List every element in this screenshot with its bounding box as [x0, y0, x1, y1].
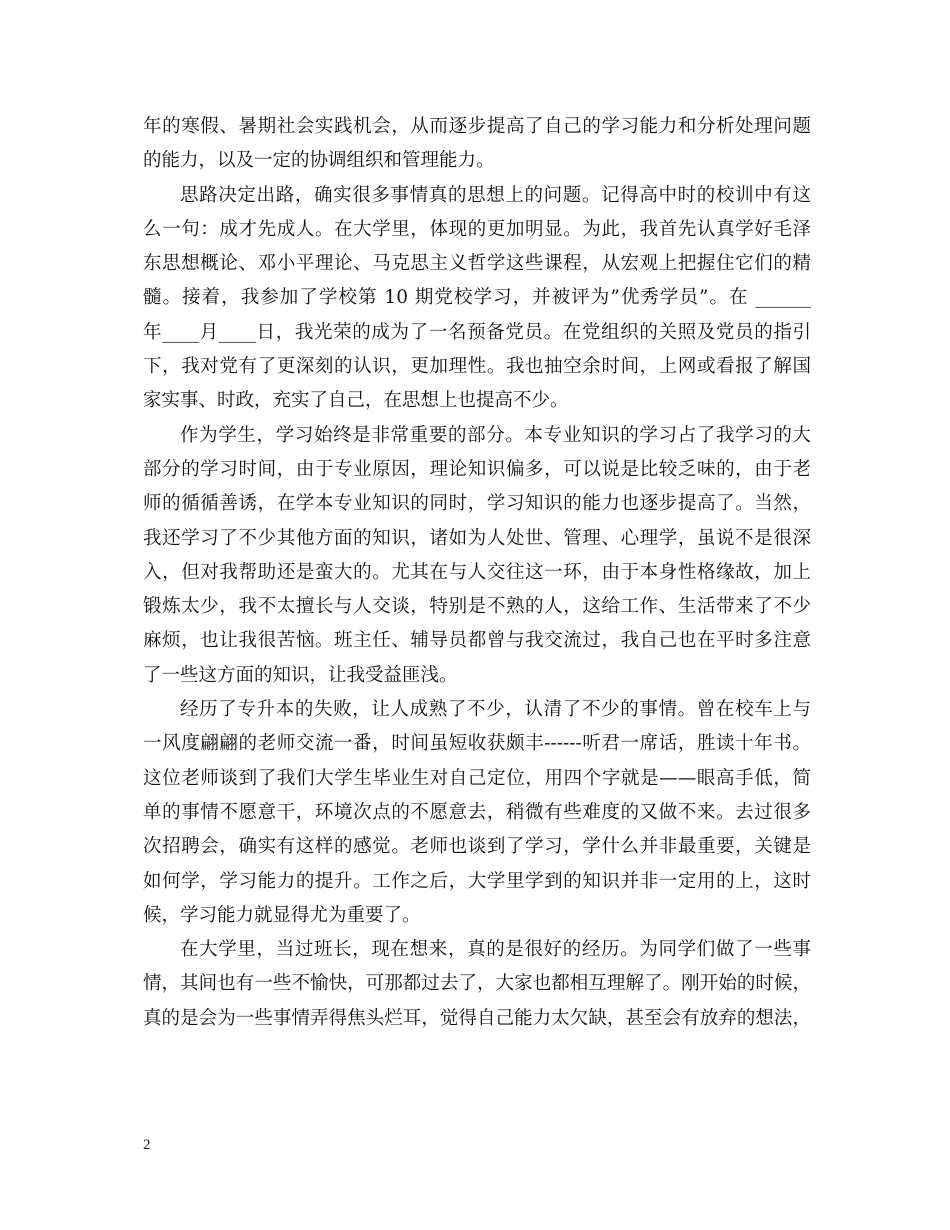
- text-line: 家实事、时政，充实了自己，在思想上也提高不少。: [143, 390, 569, 412]
- text-line: 我还学习了不少其他方面的知识，诸如为人处世、管理、心理学，虽说不是很深: [143, 527, 811, 549]
- text-line: 如何学，学习能力的提升。工作之后，大学里学到的知识并非一定用的上，这时: [143, 870, 811, 892]
- text-line: 真的是会为一些事情弄得焦头烂耳，觉得自己能力太欠缺，甚至会有放弃的想法，: [143, 1007, 811, 1029]
- text-line: 师的循循善诱，在学本专业知识的同时，学习知识的能力也逐步提高了。当然，: [143, 493, 811, 515]
- text-line: 麻烦，也让我很苦恼。班主任、辅导员都曾与我交流过，我自己也在平时多注意: [143, 630, 811, 652]
- text-line: 了一些这方面的知识，让我受益匪浅。: [143, 664, 458, 686]
- text-line: 单的事情不愿意干，环境次点的不愿意去，稍微有些难度的又做不来。去过很多: [143, 801, 811, 823]
- text-line: 年____月____日，我光荣的成为了一名预备党员。在党组织的关照及党员的指引: [143, 321, 811, 343]
- text-line: 年的寒假、暑期社会实践机会，从而逐步提高了自己的学习能力和分析处理问题: [143, 116, 811, 137]
- text-line: 部分的学习时间，由于专业原因，理论知识偏多，可以说是比较乏味的，由于老: [143, 458, 811, 480]
- paragraph: [143, 933, 811, 1036]
- text-line: 经历了专升本的失败，让人成熟了不少，认清了不少的事情。曾在校车上与: [180, 699, 811, 721]
- paragraph: [143, 693, 811, 933]
- text-line: 一风度翩翩的老师交流一番，时间虽短收获颇丰------听君一席话，胜读十年书。: [143, 733, 811, 755]
- text-line: 入，但对我帮助还是蛮大的。尤其在与人交往这一环，由于本身性格缘故，加上: [143, 561, 811, 583]
- text-line: 么一句：成才先成人。在大学里，体现的更加明显。为此，我首先认真学好毛泽: [143, 218, 811, 240]
- paragraph: [143, 110, 811, 179]
- text-line: 次招聘会，确实有这样的感觉。老师也谈到了学习，学什么并非最重要，关键是: [143, 836, 811, 858]
- paragraph: [143, 179, 811, 419]
- text-line: 在大学里，当过班长，现在想来，真的是很好的经历。为同学们做了一些事: [180, 939, 811, 961]
- text-line: 思路决定出路，确实很多事情真的思想上的问题。记得高中时的校训中有这: [180, 184, 811, 206]
- text-line: 情，其间也有一些不愉快，可那都过去了，大家也都相互理解了。刚开始的时候，: [143, 973, 811, 995]
- paragraph: [143, 419, 811, 693]
- text-line: 锻炼太少，我不太擅长与人交谈，特别是不熟的人，这给工作、生活带来了不少: [143, 596, 811, 618]
- text-line: 候，学习能力就显得尤为重要了。: [143, 904, 421, 926]
- text-line: 这位老师谈到了我们大学生毕业生对自己定位，用四个字就是——眼高手低，简: [143, 767, 811, 789]
- body-text: [143, 110, 811, 1036]
- text-line: 东思想概论、邓小平理论、马克思主义哲学这些课程，从宏观上把握住它们的精: [143, 253, 811, 275]
- text-line: 作为学生，学习始终是非常重要的部分。本专业知识的学习占了我学习的大: [180, 424, 811, 446]
- page-number: 2: [143, 1137, 151, 1153]
- text-line: 髓。接着，我参加了学校第 10 期党校学习，并被评为”优秀学员”。在 ______: [143, 287, 811, 309]
- text-line: 的能力，以及一定的协调组织和管理能力。: [143, 150, 495, 172]
- text-line: 下，我对党有了更深刻的认识，更加理性。我也抽空余时间，上网或看报了解国: [143, 356, 811, 378]
